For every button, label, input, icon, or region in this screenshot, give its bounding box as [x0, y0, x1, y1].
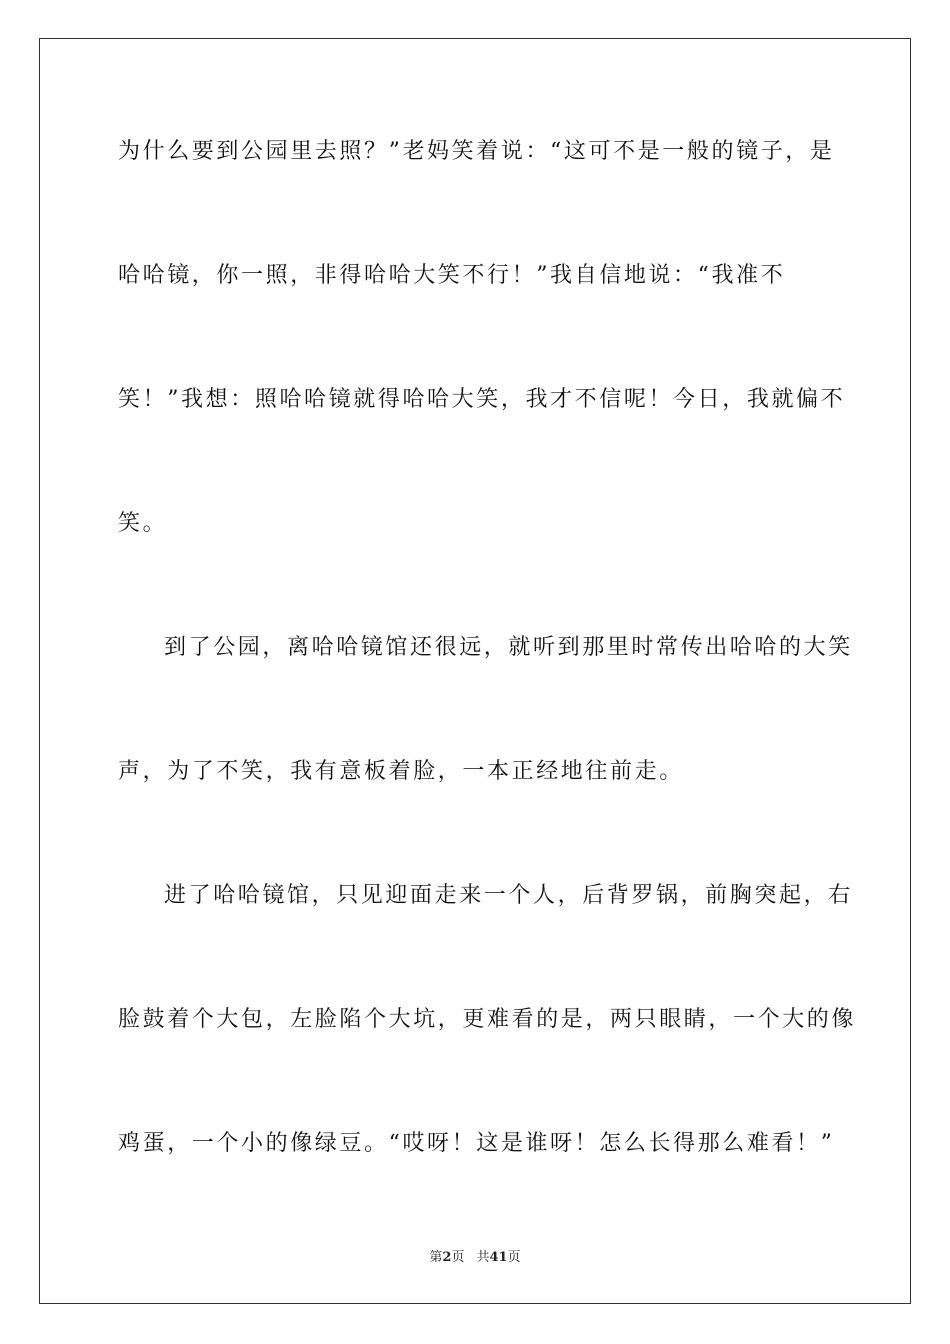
page-border	[39, 38, 911, 1304]
text-line-8: 脸鼓着个大包，左脸陷个大坑，更难看的是，两只眼睛，一个大的像	[118, 1007, 857, 1032]
text-line-9: 鸡蛋，一个小的像绿豆。“哎呀！这是谁呀！怎么长得那么难看！”	[118, 1131, 835, 1156]
text-line-3: 笑！”我想：照哈哈镜就得哈哈大笑，我才不信呢！今日，我就偏不	[118, 387, 846, 412]
text-line-2: 哈哈镜，你一照，非得哈哈大笑不行！”我自信地说：“我准不	[118, 263, 786, 288]
text-line-1: 为什么要到公园里去照？”老妈笑着说：“这可不是一般的镜子，是	[118, 139, 835, 164]
text-line-6: 声，为了不笑，我有意板着脸，一本正经地往前走。	[118, 759, 684, 784]
text-line-7: 进了哈哈镜馆，只见迎面走来一个人，后背罗锅，前胸突起，右	[164, 883, 853, 908]
page-label-prefix: 第	[429, 1250, 443, 1265]
text-line-4: 笑。	[118, 511, 168, 536]
text-line-5: 到了公园，离哈哈镜馆还很远，就听到那里时常传出哈哈的大笑	[164, 635, 853, 660]
page-footer	[0, 1246, 950, 1265]
total-pages: 41	[489, 1250, 508, 1265]
page-label-suffix: 页	[451, 1250, 465, 1265]
page-number: 2	[442, 1250, 452, 1265]
total-label-suffix: 页	[507, 1250, 521, 1265]
total-label-prefix: 共	[476, 1250, 490, 1265]
